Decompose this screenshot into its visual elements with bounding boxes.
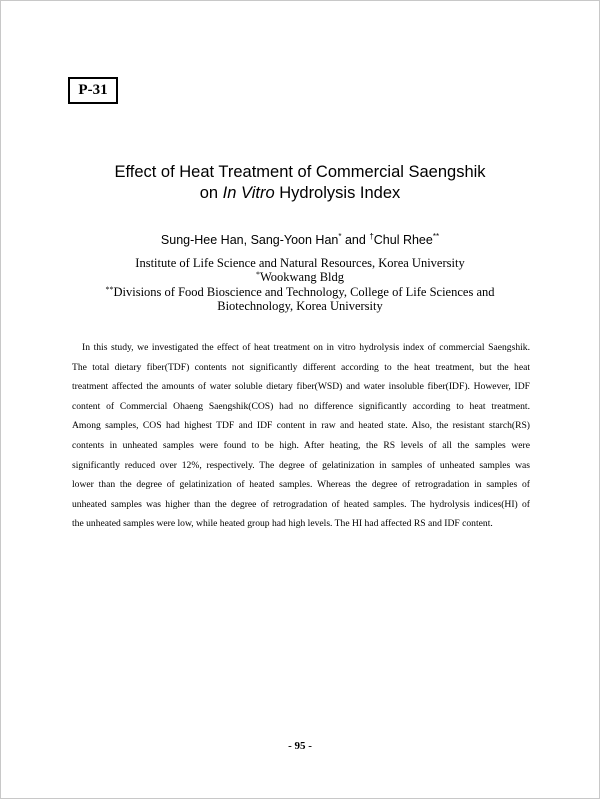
title-line-2-pre: on [199, 184, 223, 202]
title-line-2 [41, 183, 559, 204]
abstract-line: In this study, we investigated the effect of heat treatment on in vitro hydrolysis index of commercial Saengshik. [82, 342, 530, 353]
title-line-1: Effect of Heat Treatment of Commercial Saengshik [114, 163, 486, 181]
author-3-mark: † [369, 232, 374, 241]
abstract-line: lower than the degree of gelatinization of heated samples. Whereas the degree of retrogradation in samples of [72, 479, 530, 491]
page-number: - 95 - [288, 740, 312, 752]
author-3: Chul Rhee [373, 233, 433, 247]
title-italic: In Vitro [222, 184, 275, 202]
affiliation-2-mark: * [255, 270, 260, 280]
affiliation-4: Biotechnology, Korea University [217, 299, 383, 314]
abstract-line: contents in unheated samples were found to be high. After heating, the RS levels of all the samples were [72, 439, 530, 451]
author-2-mark: * [338, 232, 342, 241]
abstract-line: the unheated samples were low, while heated group had high levels. The HI had affected RS and IDF content. [72, 518, 493, 530]
abstract-line: significantly reduced over 12%, respectively. The degree of gelatinization in samples of unheated samples was [72, 459, 530, 471]
author-list [41, 232, 559, 248]
affiliation-2 [61, 270, 539, 284]
abstract-line: unheated samples was higher than the degree of retrogradation of heated samples. The hydrolysis indices(HI) of [72, 498, 530, 510]
poster-id-box: P-31 [68, 77, 118, 104]
affiliations [61, 256, 539, 314]
abstract-line: The total dietary fiber(TDF) contents not significantly different according to the heat treatment, but the heat [72, 361, 530, 373]
affiliation-2-text: Wookwang Bldg [259, 270, 345, 285]
abstract-line: content of Commercial Ohaeng Saengshik(COS) had no difference significantly according to heat treatment. [72, 400, 530, 412]
author-1: Sung-Hee Han, [160, 233, 251, 247]
author-2: Sang-Yoon Han [250, 233, 339, 247]
affiliation-1: Institute of Life Science and Natural Resources, Korea University [135, 256, 465, 270]
author-and: and [341, 233, 370, 247]
affiliation-3-text: Divisions of Food Bioscience and Technology, College of Life Sciences and [113, 284, 495, 299]
abstract [72, 338, 530, 534]
title-line-2-post: Hydrolysis Index [274, 184, 401, 202]
abstract-line: Among samples, COS had highest TDF and IDF content in raw and heated state. Also, the resistant starch(RS) [72, 420, 530, 432]
affiliation-3-mark: ** [105, 284, 114, 294]
paper-title [41, 162, 559, 204]
affiliation-3 [61, 285, 539, 299]
abstract-line: treatment affected the amounts of water soluble dietary fiber(WSD) and water insoluble fiber(IDF). However, IDF [72, 381, 530, 393]
author-3-suffix: ** [432, 232, 440, 241]
